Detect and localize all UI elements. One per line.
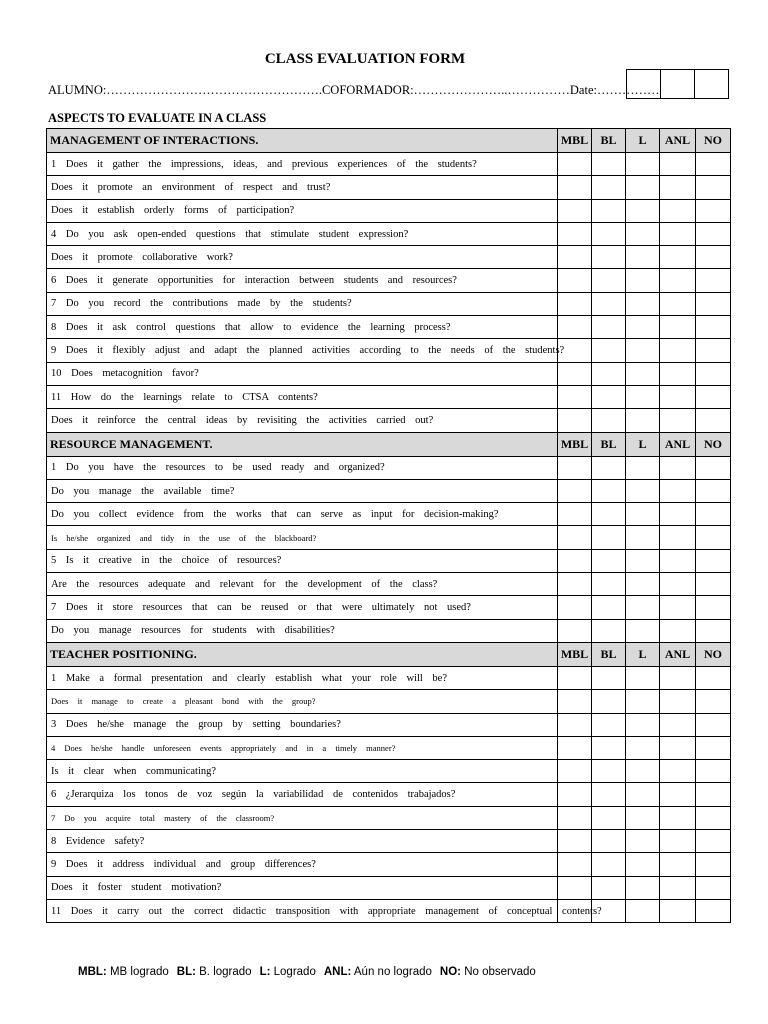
question-text: Is he/she organized and tidy in the use of the blackboard? — [47, 526, 558, 549]
legend-value: MB logrado — [109, 966, 169, 978]
rating-cell[interactable] — [626, 385, 660, 408]
question-row — [47, 479, 731, 502]
rating-cell[interactable] — [592, 713, 626, 736]
column-header: ANL — [660, 642, 696, 666]
rating-cell[interactable] — [592, 736, 626, 759]
question-row — [47, 409, 731, 432]
date-box-month[interactable] — [661, 70, 695, 98]
question-text: 3 Does he/she manage the group by setting boundaries? — [47, 713, 558, 736]
question-row — [47, 526, 731, 549]
rating-cell[interactable] — [592, 409, 626, 432]
rating-cell[interactable] — [660, 806, 696, 829]
question-text: Do you manage the available time? — [47, 479, 558, 502]
rating-cell[interactable] — [660, 176, 696, 199]
rating-cell[interactable] — [696, 456, 731, 479]
rating-cell[interactable] — [660, 876, 696, 899]
rating-cell[interactable] — [592, 596, 626, 619]
question-text: Does it manage to create a pleasant bond with the group? — [47, 690, 558, 713]
section-title: RESOURCE MANAGEMENT. — [47, 432, 558, 456]
rating-cell[interactable] — [626, 176, 660, 199]
rating-cell[interactable] — [626, 456, 660, 479]
question-text: Does it promote collaborative work? — [47, 246, 558, 269]
rating-cell[interactable] — [660, 199, 696, 222]
legend-key: MBL: — [78, 966, 107, 978]
section-header — [47, 129, 731, 153]
rating-cell[interactable] — [660, 385, 696, 408]
rating-cell[interactable] — [660, 362, 696, 385]
legend-key: BL: — [176, 966, 196, 978]
rating-cell[interactable] — [626, 783, 660, 806]
column-header: NO — [696, 642, 731, 666]
rating-cell[interactable] — [660, 666, 696, 689]
rating-cell[interactable] — [696, 385, 731, 408]
rating-cell[interactable] — [696, 573, 731, 596]
date-boxes[interactable] — [626, 69, 729, 99]
rating-cell[interactable] — [592, 666, 626, 689]
rating-cell[interactable] — [558, 269, 592, 292]
rating-cell[interactable] — [696, 479, 731, 502]
rating-cell[interactable] — [558, 456, 592, 479]
question-text: Does it establish orderly forms of participation? — [47, 199, 558, 222]
rating-cell[interactable] — [626, 479, 660, 502]
rating-cell[interactable] — [660, 760, 696, 783]
question-text: 10 Does metacognition favor? — [47, 362, 558, 385]
rating-cell[interactable] — [558, 222, 592, 245]
question-text: 9 Does it flexibly adjust and adapt the planned activities according to the needs of the students? — [47, 339, 558, 362]
rating-cell[interactable] — [558, 246, 592, 269]
rating-cell[interactable] — [592, 783, 626, 806]
question-text: 11 How do the learnings relate to CTSA contents? — [47, 385, 558, 408]
question-text: 6 ¿Jerarquiza los tonos de voz según la variabilidad de contenidos trabajados? — [47, 783, 558, 806]
rating-cell[interactable] — [696, 596, 731, 619]
rating-cell[interactable] — [558, 619, 592, 642]
rating-cell[interactable] — [696, 853, 731, 876]
column-header: MBL — [558, 642, 592, 666]
rating-cell[interactable] — [696, 526, 731, 549]
rating-cell[interactable] — [592, 269, 626, 292]
rating-cell[interactable] — [592, 830, 626, 853]
rating-cell[interactable] — [592, 339, 626, 362]
rating-cell[interactable] — [660, 222, 696, 245]
rating-cell[interactable] — [660, 690, 696, 713]
question-row — [47, 316, 731, 339]
rating-cell[interactable] — [626, 222, 660, 245]
column-header: ANL — [660, 129, 696, 153]
rating-cell[interactable] — [558, 690, 592, 713]
legend-value: B. logrado — [199, 966, 252, 978]
rating-cell[interactable] — [660, 573, 696, 596]
rating-cell[interactable] — [558, 806, 592, 829]
rating-cell[interactable] — [626, 573, 660, 596]
rating-cell[interactable] — [660, 549, 696, 572]
rating-cell[interactable] — [626, 362, 660, 385]
question-row — [47, 269, 731, 292]
column-header: NO — [696, 129, 731, 153]
rating-cell[interactable] — [558, 713, 592, 736]
question-row — [47, 899, 731, 922]
question-row — [47, 876, 731, 899]
legend-value: No observado — [464, 966, 536, 978]
question-text: 1 Make a formal presentation and clearly establish what your role will be? — [47, 666, 558, 689]
rating-cell[interactable] — [592, 853, 626, 876]
rating-cell[interactable] — [558, 876, 592, 899]
date-box-year[interactable] — [695, 70, 728, 98]
rating-cell[interactable] — [660, 503, 696, 526]
rating-cell[interactable] — [660, 853, 696, 876]
question-text: 5 Is it creative in the choice of resources? — [47, 549, 558, 572]
rating-cell[interactable] — [592, 503, 626, 526]
question-text: 9 Does it address individual and group differences? — [47, 853, 558, 876]
rating-cell[interactable] — [660, 456, 696, 479]
rating-cell[interactable] — [626, 736, 660, 759]
rating-cell[interactable] — [660, 269, 696, 292]
legend-key: L: — [259, 966, 271, 978]
rating-cell[interactable] — [592, 549, 626, 572]
rating-cell[interactable] — [626, 409, 660, 432]
question-row — [47, 853, 731, 876]
question-row — [47, 806, 731, 829]
legend-value: Aún no logrado — [353, 966, 432, 978]
rating-cell[interactable] — [592, 526, 626, 549]
question-text: Does it promote an environment of respect and trust? — [47, 176, 558, 199]
question-row — [47, 503, 731, 526]
question-row — [47, 222, 731, 245]
question-row — [47, 339, 731, 362]
column-header: L — [626, 432, 660, 456]
rating-cell[interactable] — [558, 503, 592, 526]
question-text: Do you collect evidence from the works that can serve as input for decision-making? — [47, 503, 558, 526]
rating-cell[interactable] — [558, 385, 592, 408]
question-row — [47, 760, 731, 783]
rating-cell[interactable] — [558, 316, 592, 339]
section-header — [47, 642, 731, 666]
rating-cell[interactable] — [696, 736, 731, 759]
rating-cell[interactable] — [696, 503, 731, 526]
rating-cell[interactable] — [660, 619, 696, 642]
rating-cell[interactable] — [592, 153, 626, 176]
question-row — [47, 573, 731, 596]
rating-cell[interactable] — [626, 876, 660, 899]
rating-cell[interactable] — [558, 362, 592, 385]
rating-cell[interactable] — [696, 666, 731, 689]
rating-cell[interactable] — [696, 690, 731, 713]
rating-cell[interactable] — [592, 876, 626, 899]
rating-cell[interactable] — [558, 830, 592, 853]
rating-cell[interactable] — [660, 783, 696, 806]
rating-cell[interactable] — [558, 666, 592, 689]
question-row — [47, 619, 731, 642]
column-header: MBL — [558, 129, 592, 153]
rating-cell[interactable] — [696, 549, 731, 572]
rating-cell[interactable] — [626, 596, 660, 619]
rating-cell[interactable] — [626, 316, 660, 339]
question-row — [47, 666, 731, 689]
column-header: L — [626, 642, 660, 666]
rating-cell[interactable] — [626, 619, 660, 642]
rating-cell[interactable] — [626, 503, 660, 526]
question-text: Does it foster student motivation? — [47, 876, 558, 899]
rating-cell[interactable] — [558, 549, 592, 572]
rating-cell[interactable] — [696, 246, 731, 269]
rating-cell[interactable] — [626, 899, 660, 922]
rating-cell[interactable] — [696, 199, 731, 222]
question-row — [47, 736, 731, 759]
form-title: CLASS EVALUATION FORM — [264, 51, 466, 67]
question-row — [47, 690, 731, 713]
rating-cell[interactable] — [592, 690, 626, 713]
rating-cell[interactable] — [558, 736, 592, 759]
rating-cell[interactable] — [660, 899, 696, 922]
rating-cell[interactable] — [592, 222, 626, 245]
rating-cell[interactable] — [696, 409, 731, 432]
column-header: L — [626, 129, 660, 153]
question-text: 1 Does it gather the impressions, ideas, and previous experiences of the students? — [47, 153, 558, 176]
rating-cell[interactable] — [660, 292, 696, 315]
rating-cell[interactable] — [558, 153, 592, 176]
rating-cell[interactable] — [660, 479, 696, 502]
question-row — [47, 246, 731, 269]
section-title: MANAGEMENT OF INTERACTIONS. — [47, 129, 558, 153]
column-header: MBL — [558, 432, 592, 456]
legend — [78, 966, 544, 978]
rating-cell[interactable] — [660, 713, 696, 736]
question-text: 1 Do you have the resources to be used ready and organized? — [47, 456, 558, 479]
question-row — [47, 713, 731, 736]
rating-cell[interactable] — [660, 409, 696, 432]
question-row — [47, 385, 731, 408]
rating-cell[interactable] — [592, 479, 626, 502]
column-header: BL — [592, 642, 626, 666]
question-row — [47, 292, 731, 315]
column-header: ANL — [660, 432, 696, 456]
rating-cell[interactable] — [626, 246, 660, 269]
question-row — [47, 596, 731, 619]
rating-cell[interactable] — [696, 292, 731, 315]
rating-cell[interactable] — [626, 666, 660, 689]
question-row — [47, 549, 731, 572]
rating-cell[interactable] — [558, 409, 592, 432]
aspects-heading: ASPECTS TO EVALUATE IN A CLASS — [48, 111, 267, 125]
rating-cell[interactable] — [558, 783, 592, 806]
rating-cell[interactable] — [626, 199, 660, 222]
rating-cell[interactable] — [558, 526, 592, 549]
question-text: 8 Evidence safety? — [47, 830, 558, 853]
question-text: 8 Does it ask control questions that allow to evidence the learning process? — [47, 316, 558, 339]
rating-cell[interactable] — [696, 339, 731, 362]
rating-cell[interactable] — [696, 783, 731, 806]
rating-cell[interactable] — [626, 806, 660, 829]
question-text: 4 Does he/she handle unforeseen events appropriately and in a timely manner? — [47, 736, 558, 759]
rating-cell[interactable] — [626, 339, 660, 362]
rating-cell[interactable] — [558, 760, 592, 783]
rating-cell[interactable] — [696, 316, 731, 339]
rating-cell[interactable] — [696, 222, 731, 245]
rating-cell[interactable] — [592, 806, 626, 829]
question-text: 4 Do you ask open-ended questions that stimulate student expression? — [47, 222, 558, 245]
legend-value: Logrado — [273, 966, 316, 978]
rating-cell[interactable] — [592, 760, 626, 783]
question-text: Does it reinforce the central ideas by revisiting the activities carried out? — [47, 409, 558, 432]
evaluation-table-wrapper — [46, 128, 730, 923]
rating-cell[interactable] — [660, 316, 696, 339]
section-header — [47, 432, 731, 456]
rating-cell[interactable] — [660, 246, 696, 269]
rating-cell[interactable] — [592, 619, 626, 642]
rating-cell[interactable] — [558, 573, 592, 596]
column-header: NO — [696, 432, 731, 456]
question-text: Do you manage resources for students with disabilities? — [47, 619, 558, 642]
rating-cell[interactable] — [558, 199, 592, 222]
section-title: TEACHER POSITIONING. — [47, 642, 558, 666]
rating-cell[interactable] — [696, 619, 731, 642]
rating-cell[interactable] — [592, 316, 626, 339]
question-text: Is it clear when communicating? — [47, 760, 558, 783]
column-header: BL — [592, 129, 626, 153]
rating-cell[interactable] — [696, 362, 731, 385]
rating-cell[interactable] — [696, 899, 731, 922]
rating-cell[interactable] — [592, 456, 626, 479]
rating-cell[interactable] — [660, 736, 696, 759]
student-info-line: ALUMNO:…………………………………………….COFORMADOR:…………………..……………Date:…………… — [48, 83, 660, 97]
question-text: 7 Does it store resources that can be reused or that were ultimately not used? — [47, 596, 558, 619]
rating-cell[interactable] — [558, 176, 592, 199]
rating-cell[interactable] — [626, 853, 660, 876]
rating-cell[interactable] — [660, 596, 696, 619]
question-row — [47, 199, 731, 222]
rating-cell[interactable] — [558, 292, 592, 315]
rating-cell[interactable] — [660, 830, 696, 853]
rating-cell[interactable] — [660, 153, 696, 176]
rating-cell[interactable] — [626, 713, 660, 736]
question-row — [47, 176, 731, 199]
question-row — [47, 153, 731, 176]
rating-cell[interactable] — [592, 385, 626, 408]
question-row — [47, 830, 731, 853]
column-header: BL — [592, 432, 626, 456]
rating-cell[interactable] — [626, 830, 660, 853]
rating-cell[interactable] — [592, 573, 626, 596]
question-text: 7 Do you record the contributions made by the students? — [47, 292, 558, 315]
rating-cell[interactable] — [696, 713, 731, 736]
rating-cell[interactable] — [558, 479, 592, 502]
rating-cell[interactable] — [696, 830, 731, 853]
rating-cell[interactable] — [696, 176, 731, 199]
rating-cell[interactable] — [696, 269, 731, 292]
rating-cell[interactable] — [626, 269, 660, 292]
rating-cell[interactable] — [626, 549, 660, 572]
rating-cell[interactable] — [626, 760, 660, 783]
date-box-day[interactable] — [627, 70, 661, 98]
question-row — [47, 783, 731, 806]
question-text: Are the resources adequate and relevant for the development of the class? — [47, 573, 558, 596]
rating-cell[interactable] — [592, 199, 626, 222]
rating-cell[interactable] — [696, 760, 731, 783]
question-row — [47, 362, 731, 385]
rating-cell[interactable] — [558, 596, 592, 619]
rating-cell[interactable] — [696, 153, 731, 176]
question-row — [47, 456, 731, 479]
rating-cell[interactable] — [592, 246, 626, 269]
rating-cell[interactable] — [626, 153, 660, 176]
rating-cell[interactable] — [626, 690, 660, 713]
question-text: 11 Does it carry out the correct didactic transposition with appropriate management of conceptual contents? — [47, 899, 558, 922]
rating-cell[interactable] — [696, 806, 731, 829]
rating-cell[interactable] — [660, 526, 696, 549]
legend-key: ANL: — [323, 966, 352, 978]
rating-cell[interactable] — [592, 176, 626, 199]
rating-cell[interactable] — [592, 362, 626, 385]
evaluation-table — [46, 128, 731, 923]
question-text: 6 Does it generate opportunities for interaction between students and resources? — [47, 269, 558, 292]
rating-cell[interactable] — [558, 853, 592, 876]
rating-cell[interactable] — [626, 526, 660, 549]
question-text: 7 Do you acquire total mastery of the classroom? — [47, 806, 558, 829]
rating-cell[interactable] — [696, 876, 731, 899]
rating-cell[interactable] — [660, 339, 696, 362]
rating-cell[interactable] — [592, 292, 626, 315]
legend-key: NO: — [439, 966, 461, 978]
rating-cell[interactable] — [626, 292, 660, 315]
